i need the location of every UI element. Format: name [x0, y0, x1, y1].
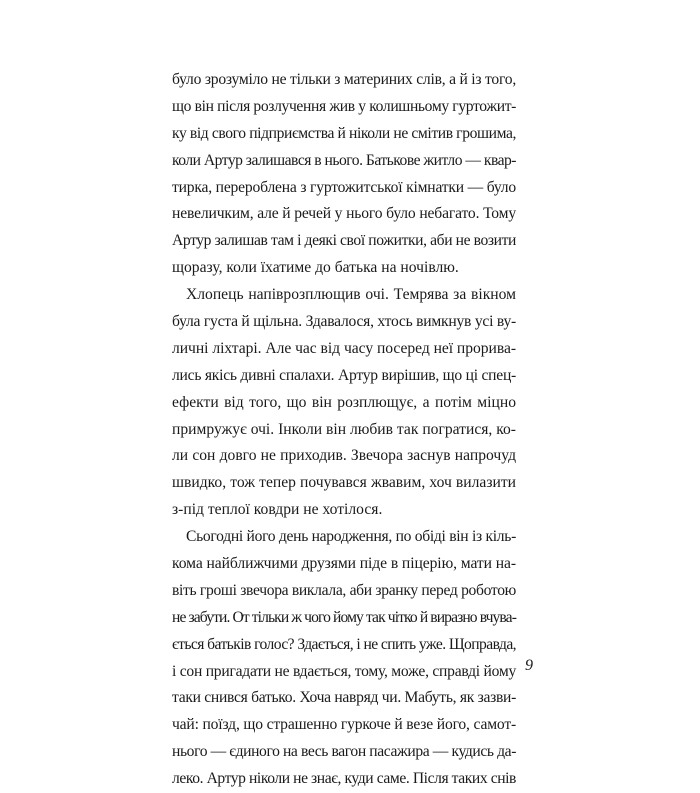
paragraph-3	[172, 524, 516, 793]
body-text	[172, 67, 516, 793]
text-line: Артур залишав там і деякі свої пожитки, аби не возити	[172, 232, 517, 250]
text-line: таки снився батько. Хоча навряд чи. Мабуть, як зазви-	[172, 689, 516, 707]
text-line: було зрозуміло не тільки з материних слів, а й із того,	[172, 71, 517, 88]
text-line: Хлопець напіврозплющив очі. Темрява за вікном	[186, 286, 516, 304]
text-line: ли сон довго не приходив. Звечора заснув напрочуд	[172, 447, 516, 465]
paragraph-2	[172, 282, 516, 524]
text-line: ку від свого підприємства й ніколи не смітив грошима,	[172, 124, 516, 142]
text-line: чай: поїзд, що страшенно гуркоче й везе його, самот-	[172, 716, 516, 734]
text-line: щоразу, коли їхатиме до батька на ночівлю.	[172, 259, 459, 277]
text-line: ефекти від того, що він розплющує, а потім міцно	[172, 393, 516, 411]
text-line: і сон пригадати не вдається, тому, може, справді йому	[172, 662, 517, 680]
text-line: примружує очі. Інколи він любив так погратися, ко-	[172, 420, 516, 438]
text-line: невеличким, але й речей у нього було небагато. Тому	[172, 205, 516, 223]
text-line: тирка, перероблена з гуртожитської кімнатки — було	[172, 178, 516, 196]
text-line: що він після розлучення жив у колишньому гуртожит-	[172, 97, 516, 115]
text-line: не забути. От тільки ж чого йому так чітко й виразно вчува-	[172, 608, 516, 626]
text-line: лись якісь дивні спалахи. Артур вирішив, що ці спец-	[172, 366, 516, 384]
page-number: 9	[525, 657, 533, 674]
text-line: коли Артур залишався в нього. Батькове житло — квар-	[172, 151, 516, 169]
text-line: леко. Артур ніколи не знає, куди саме. Після таких снів	[172, 770, 516, 788]
text-line: нього — єдиного на весь вагон пасажира — кудись да-	[172, 743, 516, 761]
text-line: ється батьків голос? Здається, і не спить уже. Щоправда,	[172, 635, 516, 653]
text-line: Сьогодні його день народження, по обіді він із кіль-	[186, 528, 516, 546]
paragraph-1	[172, 67, 516, 282]
text-line: з-під теплої ковдри не хотілося.	[172, 501, 383, 519]
text-line: віть гроші звечора виклала, аби зранку перед роботою	[172, 581, 517, 599]
text-line: личні ліхтарі. Але час від часу посеред неї прорива-	[172, 339, 517, 357]
text-line: була густа й щільна. Здавалося, хтось вимкнув усі ву-	[172, 313, 516, 331]
text-line: швидко, тож тепер почувався жвавим, хоч вилазити	[172, 474, 516, 492]
text-line: кома найближчими друзями піде в піцерію, мати на-	[172, 555, 516, 573]
